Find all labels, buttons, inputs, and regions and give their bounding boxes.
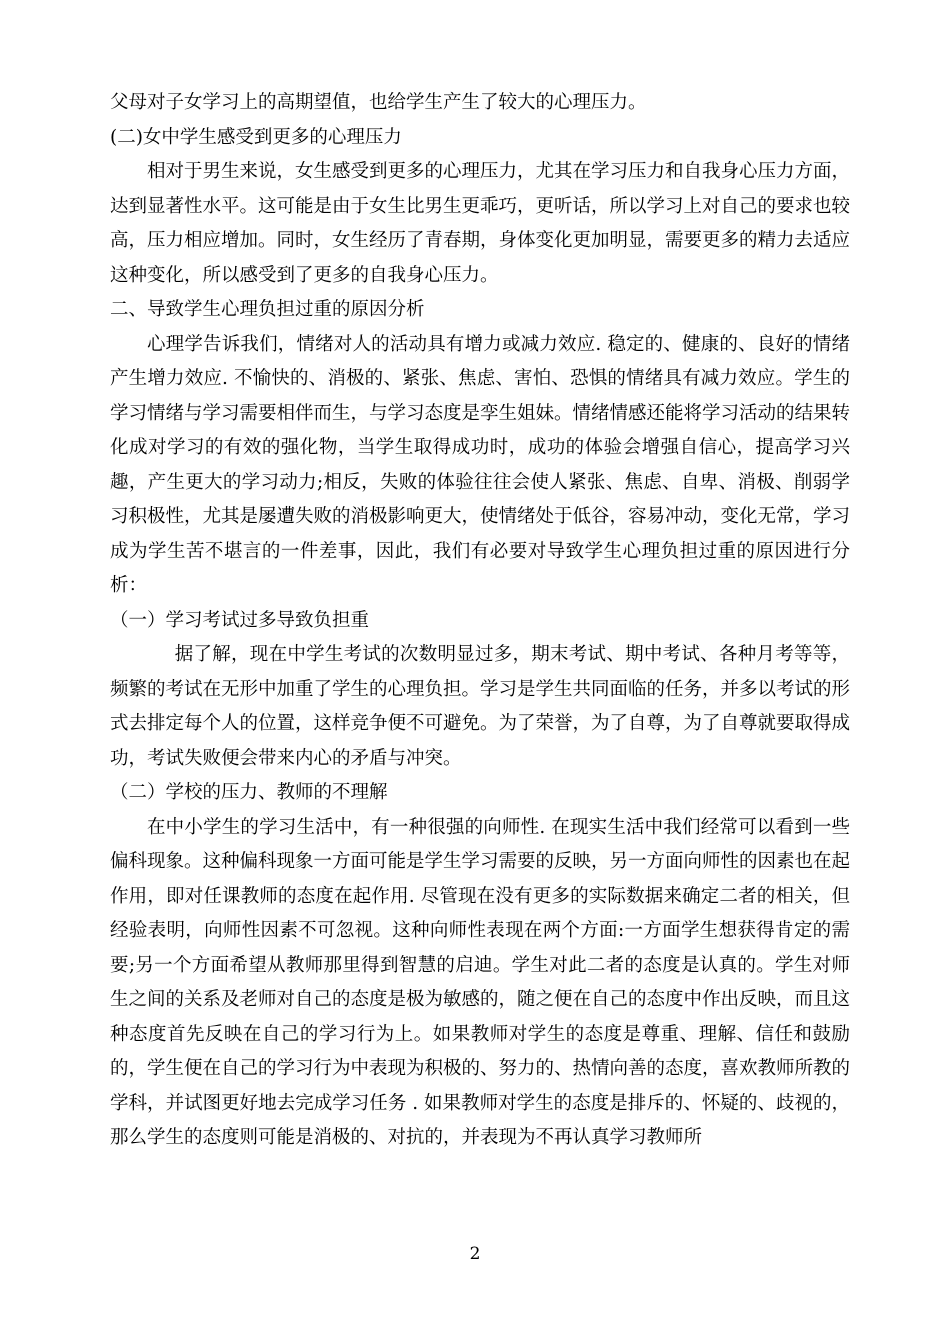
section-heading: （二）学校的压力、教师的不理解 (110, 782, 388, 803)
document-body (110, 86, 850, 1156)
section-heading: (二)女中学生感受到更多的心理压力 (110, 126, 402, 148)
paragraph: 据了解，现在中学生考试的次数明显过多，期末考试、期中考试、各种月考等等，频繁的考试在无形中加重了学生的心理负担。学习是学生共同面临的任务，并多以考试的形式去排定每个人的位置，这样竞争便不可避免。为了荣誉，为了自尊，为了自尊就要取得成功，考试失败便会带来内心的矛盾与冲突。 (110, 644, 851, 769)
section-heading: 二、导致学生心理负担过重的原因分析 (110, 299, 425, 320)
paragraph-continuation: 父母对子女学习上的高期望值，也给学生产生了较大的心理压力。 (110, 92, 647, 113)
paragraph: 相对于男生来说，女生感受到更多的心理压力，尤其在学习压力和自我身心压力方面，达到显著性水平。这可能是由于女生比男生更乖巧，更听话，所以学习上对自己的要求也较高，压力相应增加。同时，女生经历了青春期，身体变化更加明显，需要更多的精力去适应这种变化，所以感受到了更多的自我身心压力。 (110, 161, 851, 286)
paragraph: 在中小学生的学习生活中，有一种很强的向师性. 在现实生活中我们经常可以看到一些偏科现象。这种偏科现象一方面可能是学生学习需要的反映，另一方面向师性的因素也在起作用，即对任课教师的态度在起作用. 尽管现在没有更多的实际数据来确定二者的相关，但经验表明，向师性因素不可忽视。这种向师性表现在两个方面:一方面学生想获得肯定的需要;另一个方面希望从教师那里得到智慧的启迪。学生对此二者的态度是认真的。学生对师生之间的关系及老师对自己的态度是极为敏感的，随之便在自己的态度中作出反映，而且这种态度首先反映在自己的学习行为上。如果教师对学生的态度是尊重、理解、信任和鼓励的，学生便在自己的学习行为中表现为积极的、努力的、热情向善的态度，喜欢教师所教的学科，并试图更好地去完成学习任务 . 如果教师对学生的态度是排斥的、怀疑的、歧视的，那么学生的态度则可能是消极的、对抗的，并表现为不再认真学习教师所 (110, 816, 851, 1148)
page-number: 2 (469, 1244, 481, 1264)
section-heading: （一）学习考试过多导致负担重 (110, 609, 370, 631)
paragraph: 心理学告诉我们，情绪对人的活动具有增力或减力效应. 稳定的、健康的、良好的情绪产生增力效应. 不愉快的、消极的、紧张、焦虑、害怕、恐惧的情绪具有减力效应。学生的学习情绪与学习需要相伴而生，与学习态度是孪生姐妹。情绪情感还能将学习活动的结果转化成对学习的有效的强化物，当学生取得成功时，成功的体验会增强自信心，提高学习兴趣，产生更大的学习动力;相反，失败的体验往往会使人紧张、焦虑、自卑、消极、削弱学习积极性，尤其是屡遭失败的消极影响更大，使情绪处于低谷，容易冲动，变化无常，学习成为学生苦不堪言的一件差事，因此，我们有必要对导致学生心理负担过重的原因进行分析： (110, 333, 851, 596)
